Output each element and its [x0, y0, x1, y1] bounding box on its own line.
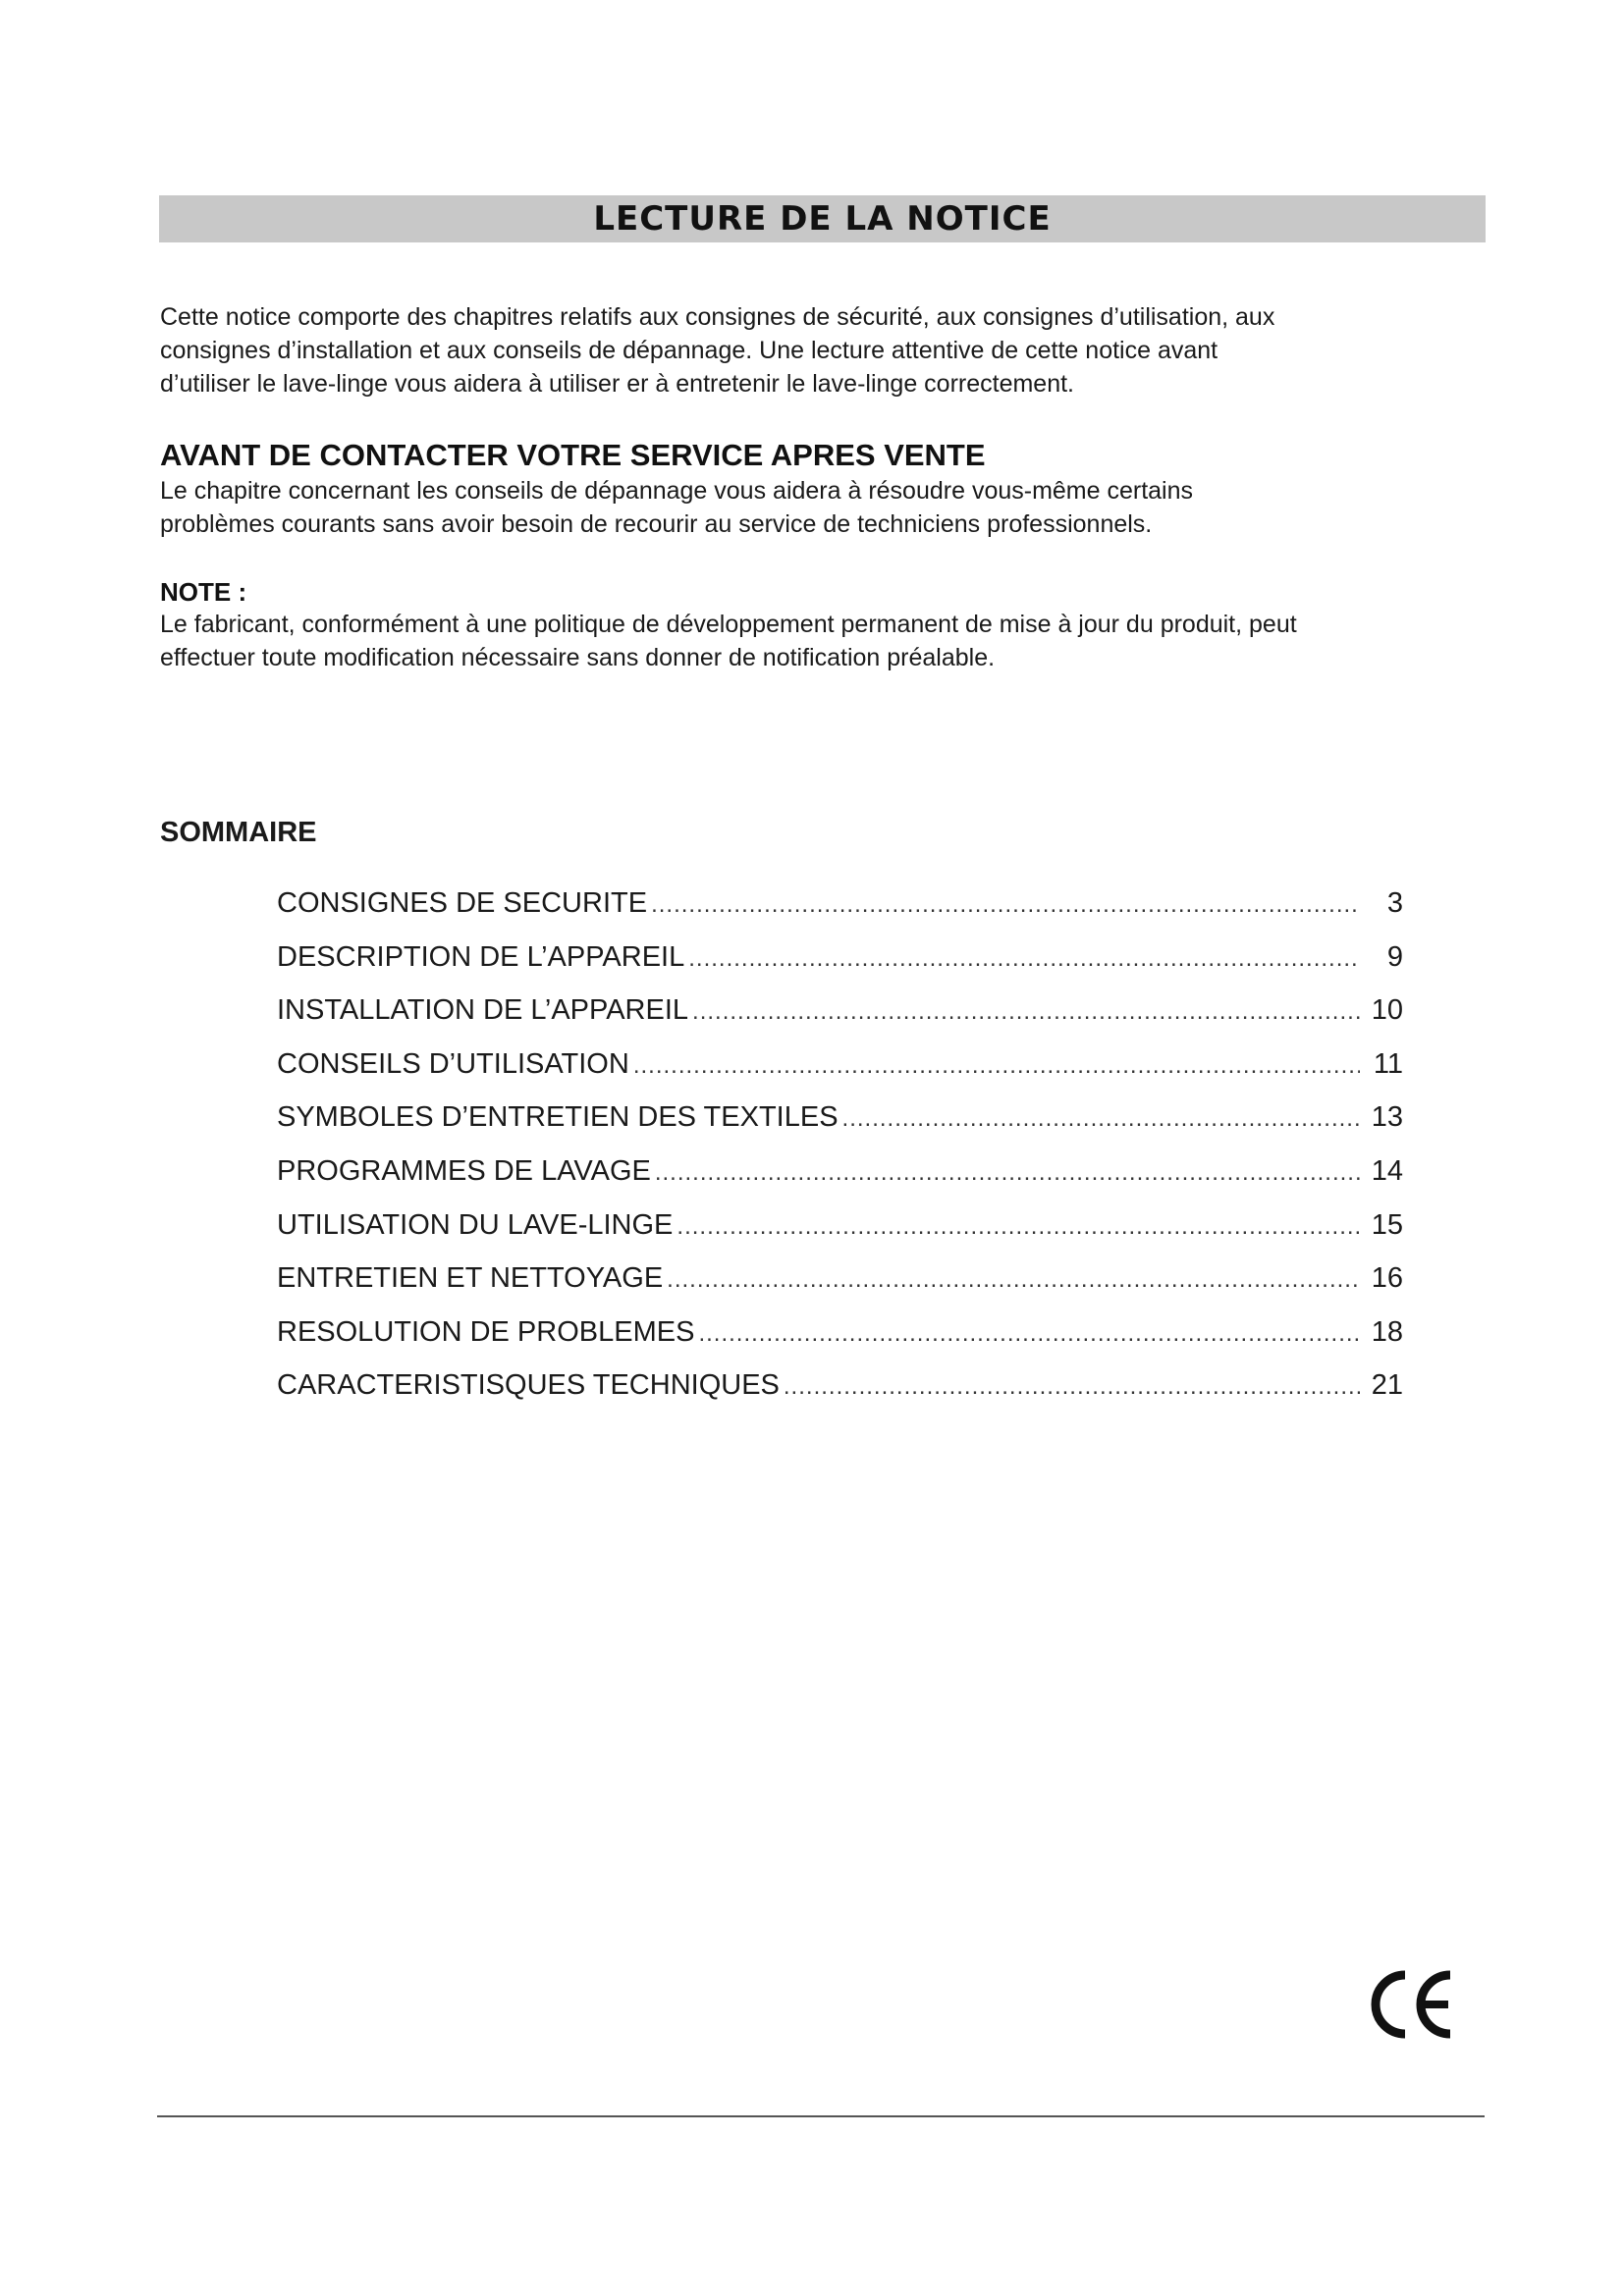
- toc-entry-label: UTILISATION DU LAVE-LINGE: [277, 1208, 674, 1241]
- toc-entry-resolution-problemes[interactable]: [277, 1314, 1403, 1368]
- toc-dot-leader: [651, 887, 1360, 923]
- toc-entry-label: CARACTERISTISQUES TECHNIQUES: [277, 1369, 780, 1402]
- page-title: LECTURE DE LA NOTICE: [593, 199, 1052, 239]
- service-paragraph: [160, 474, 1495, 541]
- sommaire-title: SOMMAIRE: [160, 817, 317, 848]
- toc-dot-leader: [692, 994, 1360, 1030]
- toc-dot-leader: [667, 1262, 1360, 1298]
- toc-entry-label: PROGRAMMES DE LAVAGE: [277, 1154, 651, 1187]
- toc-entry-page: 15: [1371, 1208, 1403, 1241]
- toc-entry-page: 16: [1371, 1262, 1403, 1295]
- intro-line: Cette notice comporte des chapitres relatifs aux consignes de sécurité, aux consignes d’utilisation, aux: [160, 303, 1275, 331]
- toc-dot-leader: [633, 1048, 1360, 1084]
- toc-entry-entretien-nettoyage[interactable]: [277, 1260, 1403, 1314]
- toc-entry-consignes-securite[interactable]: [277, 885, 1403, 939]
- toc-entry-installation-appareil[interactable]: [277, 992, 1403, 1046]
- toc-entry-symboles-entretien[interactable]: [277, 1099, 1403, 1153]
- footer-divider: [157, 2115, 1485, 2117]
- toc-dot-leader: [784, 1369, 1360, 1405]
- toc-entry-page: 21: [1371, 1369, 1403, 1402]
- toc-entry-page: 14: [1371, 1154, 1403, 1187]
- note-paragraph: [160, 608, 1495, 674]
- note-line: Le fabricant, conformément à une politique de développement permanent de mise à jour du produit, peut: [160, 611, 1297, 638]
- toc-entry-label: INSTALLATION DE L’APPAREIL: [277, 994, 689, 1027]
- toc-entry-description-appareil[interactable]: [277, 939, 1403, 993]
- service-line: problèmes courants sans avoir besoin de recourir au service de techniciens professionnels.: [160, 510, 1153, 538]
- toc-dot-leader: [698, 1316, 1360, 1352]
- toc-dot-leader: [677, 1209, 1360, 1245]
- toc-entry-page: 10: [1371, 994, 1403, 1027]
- toc-entry-caracteristiques-techniques[interactable]: [277, 1367, 1403, 1421]
- title-banner: [159, 195, 1486, 242]
- toc-entry-page: 11: [1373, 1047, 1403, 1080]
- toc-entry-page: 3: [1386, 887, 1403, 919]
- intro-line: consignes d’installation et aux conseils de dépannage. Une lecture attentive de cette notice avant: [160, 337, 1218, 364]
- toc-entry-page: 9: [1386, 940, 1403, 973]
- table-of-contents: [277, 885, 1403, 1421]
- intro-paragraph: [160, 300, 1495, 400]
- toc-entry-programmes-lavage[interactable]: [277, 1153, 1403, 1207]
- toc-entry-page: 18: [1371, 1315, 1403, 1348]
- toc-entry-label: ENTRETIEN ET NETTOYAGE: [277, 1262, 664, 1295]
- toc-entry-conseils-utilisation[interactable]: [277, 1046, 1403, 1100]
- note-heading: NOTE :: [160, 577, 247, 607]
- service-heading: AVANT DE CONTACTER VOTRE SERVICE APRES VENTE: [160, 438, 986, 472]
- toc-entry-label: RESOLUTION DE PROBLEMES: [277, 1315, 695, 1348]
- toc-entry-label: DESCRIPTION DE L’APPAREIL: [277, 940, 685, 973]
- ce-mark-icon: [1368, 1967, 1458, 2042]
- toc-entry-utilisation-lave-linge[interactable]: [277, 1207, 1403, 1261]
- intro-line: d’utiliser le lave-linge vous aidera à utiliser er à entretenir le lave-linge correctement.: [160, 370, 1075, 398]
- toc-entry-label: CONSIGNES DE SECURITE: [277, 887, 648, 919]
- toc-entry-label: CONSEILS D’UTILISATION: [277, 1047, 629, 1080]
- toc-dot-leader: [842, 1101, 1360, 1137]
- toc-entry-label: SYMBOLES D’ENTRETIEN DES TEXTILES: [277, 1101, 839, 1134]
- service-line: Le chapitre concernant les conseils de dépannage vous aidera à résoudre vous-même certains: [160, 477, 1194, 505]
- toc-dot-leader: [655, 1155, 1360, 1191]
- note-line: effectuer toute modification nécessaire sans donner de notification préalable.: [160, 644, 996, 671]
- toc-entry-page: 13: [1371, 1101, 1403, 1134]
- toc-dot-leader: [688, 941, 1360, 977]
